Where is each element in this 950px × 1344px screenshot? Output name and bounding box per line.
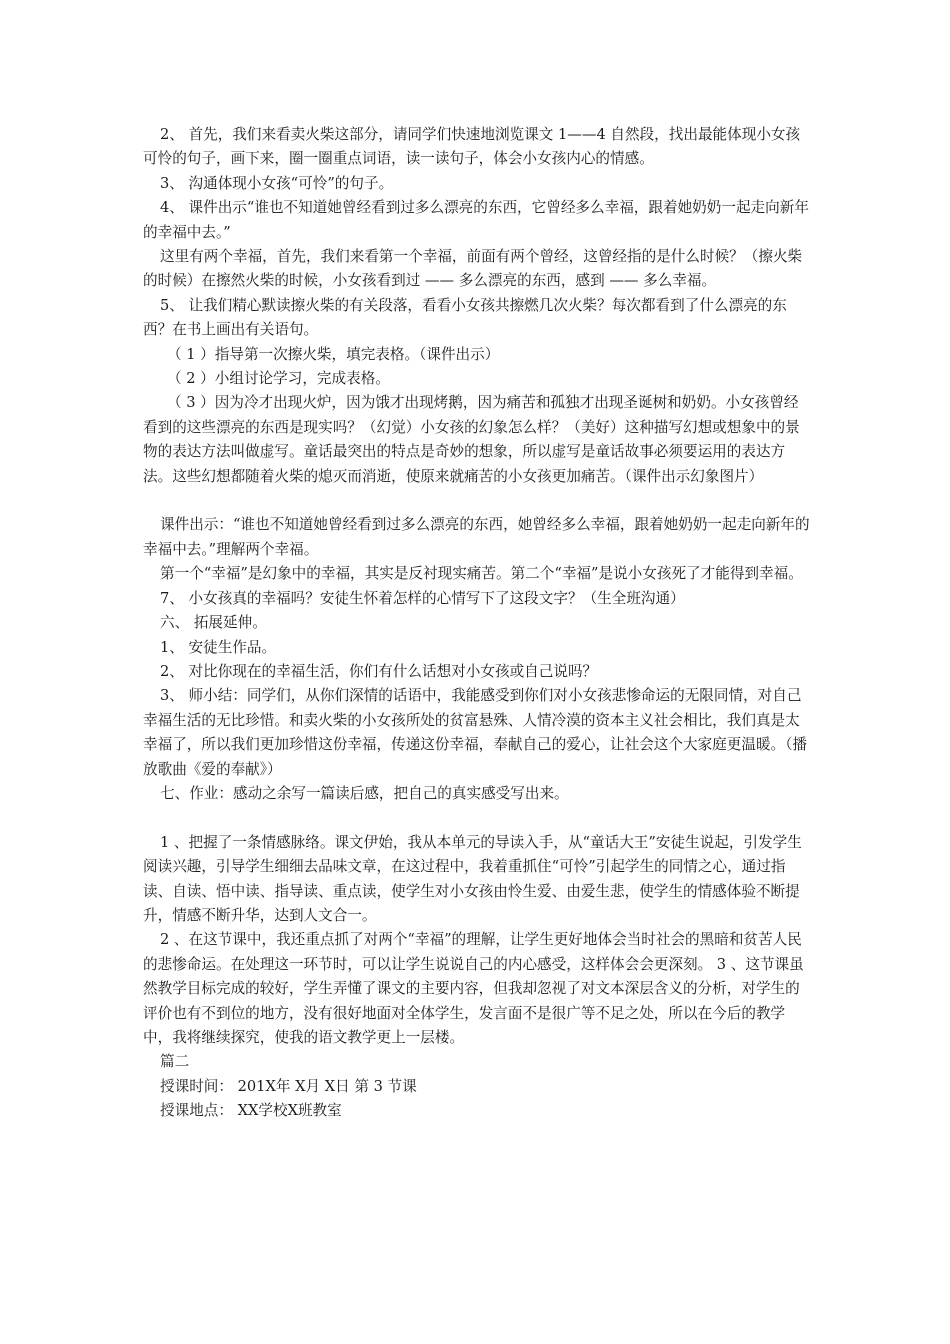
paragraph-sub-2: （ 2 ）小组讨论学习，完成表格。 xyxy=(167,370,390,388)
document-page xyxy=(143,123,811,1124)
paragraph-first-happiness: 第一个“幸福”是幻象中的幸福，其实是反衬现实痛苦。第二个“幸福”是说小女孩死了才能得到幸福。 xyxy=(160,565,803,583)
paragraph-reflection-2: 2 、在这节课中，我还重点抓了对两个“幸福”的理解，让学生更好地体会当时社会的黑暗和贫苦人民的悲惨命运。在处理这一环节时，可以让学生说说自己的内心感受，这样体会会更深刻。 3 、这节课虽然教学目标完成的较好，学生弄懂了课文的主要内容，但我却忽视了对文本深层含义的分析，对学生的评价也有不到位的地方，没有很好地面对全体学生，发言面不是很广等不足之处，所以在今后的教学中，我将继续探究，使我的语文教学更上一层楼。 xyxy=(143,931,804,1046)
heading-section-7: 七、作业：感动之余写一篇读后感，把自己的真实感受写出来。 xyxy=(160,784,569,802)
heading-part-2: 篇二 xyxy=(160,1053,190,1071)
paragraph-courseware: 课件出示：“谁也不知道她曾经看到过多么漂亮的东西，她曾经多么幸福，跟着她奶奶一起走向新年的幸福中去。”理解两个幸福。 xyxy=(143,516,810,558)
teaching-location: 授课地点： XX学校X班教室 xyxy=(160,1102,342,1120)
teaching-time: 授课时间： 201X年 X月 X日 第 3 节课 xyxy=(160,1077,417,1095)
blank-line xyxy=(143,489,811,513)
heading-section-6: 六、 拓展延伸。 xyxy=(160,614,267,632)
paragraph-ext-3: 3、 师小结：同学们，从你们深情的话语中，我能感受到你们对小女孩悲惨命运的无限同情，对自己幸福生活的无比珍惜。和卖火柴的小女孩所处的贫富悬殊、人情冷漠的资本主义社会相比，我们真是太幸福了，所以我们更加珍惜这份幸福，传递这份幸福，奉献自己的爱心，让社会这个大家庭更温暖。（播放歌曲《爱的奉献》） xyxy=(143,687,808,778)
paragraph-sub-1: （ 1 ）指导第一次擦火柴，填完表格。（课件出示） xyxy=(167,345,500,363)
paragraph-step-3: 3、 沟通体现小女孩“可怜”的句子。 xyxy=(160,174,394,192)
paragraph-reflection-1: 1 、把握了一条情感脉络。课文伊始，我从本单元的导读入手，从“童话大王”安徒生说起，引发学生阅读兴趣，引导学生细细去品味文章，在这过程中，我着重抓住“可怜”引起学生的同情之心，通过指读、自读、悟中读、指导读、重点读，使学生对小女孩由怜生爱、由爱生悲，使学生的情感体验不断提升，情感不断升华，达到人文合一。 xyxy=(143,833,802,924)
paragraph-ext-2: 2、 对比你现在的幸福生活，你们有什么话想对小女孩或自己说吗？ xyxy=(160,662,598,680)
paragraph-step-4: 4、 课件出示“谁也不知道她曾经看到过多么漂亮的东西，它曾经多么幸福，跟着她奶奶一起走向新年的幸福中去。” xyxy=(143,199,809,241)
paragraph-ext-1: 1、 安徒生作品。 xyxy=(160,638,277,656)
blank-line xyxy=(143,806,811,830)
paragraph-sub-3: （ 3 ）因为冷才出现火炉，因为饿才出现烤鹅，因为痛苦和孤独才出现圣诞树和奶奶。小女孩曾经看到的这些漂亮的东西是现实吗？（幻觉）小女孩的幻象怎么样？（美好）这种描写幻想或想象中的景物的表达方法叫做虚写。童话最突出的特点是奇妙的想象，所以虚写是童话故事必须要运用的表达方法。这些幻想都随着火柴的熄灭而消逝，使原来就痛苦的小女孩更加痛苦。（课件出示幻象图片） xyxy=(143,394,800,485)
paragraph-step-7: 7、 小女孩真的幸福吗？安徒生怀着怎样的心情写下了这段文字？（生全班沟通） xyxy=(160,589,685,607)
paragraph-step-2: 2、 首先，我们来看卖火柴这部分，请同学们快速地浏览课文 1——4 自然段，找出最能体现小女孩可怜的句子，画下来，圈一圈重点词语，读一读句子，体会小女孩内心的情感。 xyxy=(143,126,801,168)
paragraph-step-5: 5、 让我们精心默读擦火柴的有关段落，看看小女孩共擦燃几次火柴？每次都看到了什么漂亮的东西？在书上画出有关语句。 xyxy=(143,296,787,339)
paragraph-two-happiness: 这里有两个幸福，首先，我们来看第一个幸福，前面有两个曾经，这曾经指的是什么时候？（擦火柴的时候）在擦然火柴的时候，小女孩看到过 —— 多么漂亮的东西，感到 —— 多么幸福。 xyxy=(143,248,803,290)
